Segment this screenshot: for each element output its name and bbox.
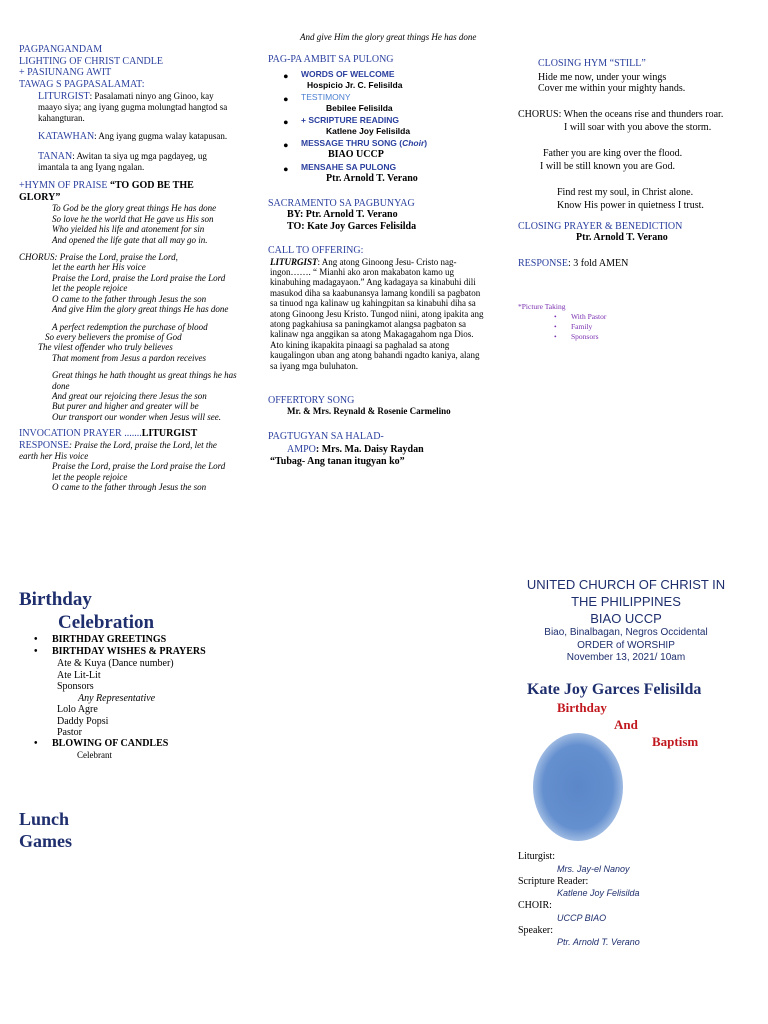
role-person: Mrs. Jay-el Nanoy bbox=[557, 863, 630, 874]
pagpangandam-heading: PAGPANGANDAM bbox=[19, 44, 103, 55]
song-line: I will soar with you above the storm. bbox=[564, 122, 712, 133]
church-name-line-2: THE PHILIPPINES bbox=[571, 594, 681, 609]
response-line: Praise the Lord, praise the Lord praise the Lord bbox=[52, 461, 226, 472]
order-column-1 bbox=[19, 44, 237, 493]
pasiunang-heading: + PASIUNANG AWIT bbox=[19, 67, 112, 78]
church-name-line-1: UNITED CHURCH OF CHRIST IN bbox=[526, 577, 726, 592]
list-item bbox=[268, 138, 488, 161]
wisher: Sponsors bbox=[57, 681, 94, 692]
verse-line: The vilest offender who truly believes bbox=[38, 342, 173, 353]
list-item bbox=[268, 115, 488, 137]
role-label: CHOIR: bbox=[518, 900, 552, 911]
song-line: Know His power in quietness I trust. bbox=[557, 200, 704, 211]
closing-response bbox=[518, 258, 748, 270]
tubag-line: “Tubag- Ang tanan itugyan ko” bbox=[270, 455, 405, 467]
liturgist-call bbox=[19, 91, 237, 123]
verse-line: Who yielded his life and atonement for sin bbox=[52, 224, 205, 235]
tanan-response bbox=[19, 151, 237, 173]
liturgist-label: LITURGIST bbox=[38, 91, 90, 102]
liturgist-text: : Pasalamati ninyo ang Ginoo, kay maayo siya; ang iyang gugma molungtad hangtod sa kahangturan. bbox=[38, 91, 228, 123]
church-address: Biao, Binalbagan, Negros Occidental bbox=[544, 627, 708, 638]
verse-line: But purer and higher and greater will be bbox=[52, 401, 199, 412]
chorus-line: Praise the Lord, praise the Lord praise the Lord bbox=[52, 272, 226, 283]
closing-response-label: RESPONSE bbox=[518, 257, 569, 269]
closing-prayer-by: Ptr. Arnold T. Verano bbox=[576, 232, 668, 243]
celebrant-label: Celebrant bbox=[77, 750, 112, 760]
tanan-text: : Awitan ta siya ug mga pagdayeg, ug imantala ta ang Iyang ngalan. bbox=[38, 150, 207, 173]
candles-list bbox=[19, 738, 239, 750]
pagtugyan-heading: PAGTUGYAN SA HALAD- bbox=[268, 430, 384, 442]
picture-taking-list bbox=[518, 312, 748, 342]
wishers-list bbox=[57, 658, 174, 739]
verse-line: So love he the world that He gave us His son bbox=[52, 213, 214, 224]
scripture-label: • + SCRIPTURE READING bbox=[301, 114, 399, 125]
welcome-person: Hospicio Jr. C. Felisilda bbox=[307, 79, 403, 90]
invocation-label: INVOCATION PRAYER ....... bbox=[19, 428, 142, 440]
list-item bbox=[19, 738, 239, 750]
verse-line: To God be the glory great things He has done bbox=[52, 203, 217, 214]
closing-hymn-heading: CLOSING HYM “STILL” bbox=[538, 58, 646, 69]
chorus-line: O came to the father through Jesus the son bbox=[52, 293, 207, 304]
closing-response-text: : 3 fold AMEN bbox=[568, 257, 629, 269]
list-item bbox=[518, 332, 748, 342]
picture-item: Sponsors bbox=[571, 332, 599, 341]
hymn-chorus bbox=[19, 252, 237, 314]
response-text: : Praise the Lord, praise the Lord, let the earth her His voice bbox=[19, 439, 217, 462]
greetings-label: BIRTHDAY GREETINGS bbox=[52, 634, 167, 645]
role-label: Liturgist: bbox=[518, 851, 556, 862]
testimony-label: • TESTIMONY bbox=[301, 91, 351, 102]
song-line: I will be still known you are God. bbox=[540, 161, 675, 172]
closing-prayer-heading: CLOSING PRAYER & BENEDICTION bbox=[518, 220, 683, 232]
verse-line: Our transport our wonder when Jesus will see. bbox=[52, 411, 222, 422]
service-date: November 13, 2021/ 10am bbox=[566, 652, 686, 663]
call-to-offering-heading: CALL TO OFFERING: bbox=[268, 245, 364, 256]
message-song-end: ) bbox=[424, 137, 428, 148]
verse-line: That moment from Jesus a pardon receives bbox=[52, 352, 206, 363]
song-line: Find rest my soul, in Christ alone. bbox=[557, 186, 694, 198]
testimony-person: Bebilee Felisilda bbox=[326, 102, 393, 113]
cover-birthday: Birthday bbox=[557, 700, 607, 715]
birthday-program-list bbox=[19, 634, 239, 657]
chorus-line: And give Him the glory great things He has done bbox=[52, 304, 229, 315]
call-liturgist: LITURGIST bbox=[270, 256, 318, 267]
role-person: UCCP BIAO bbox=[557, 912, 607, 923]
hymn-title: “TO GOD BE THE GLORY” bbox=[19, 180, 194, 203]
wisher: Pastor bbox=[57, 727, 82, 738]
wishes-label: BIRTHDAY WISHES & PRAYERS bbox=[52, 645, 206, 657]
picture-item: Family bbox=[571, 322, 593, 331]
list-item bbox=[268, 162, 488, 185]
mensahe-label: • MENSAHE SA PULONG bbox=[301, 161, 397, 172]
cover-baptism: Baptism bbox=[652, 734, 699, 749]
katawhan-response bbox=[19, 131, 237, 142]
katawhan-label: KATAWHAN bbox=[38, 131, 95, 143]
wisher: Any Representative bbox=[78, 692, 156, 704]
invocation-prayer bbox=[19, 428, 237, 440]
sacramento-to: TO: Kate Joy Garces Felisilda bbox=[287, 220, 417, 232]
cover-header bbox=[518, 576, 734, 665]
verse-line: And opened the life gate that all may go in. bbox=[52, 234, 208, 245]
chorus-line: CHORUS: Praise the Lord, praise the Lord, bbox=[19, 252, 178, 263]
invocation-who: LITURGIST bbox=[141, 428, 198, 440]
song-line: Hide me now, under your wings bbox=[538, 71, 667, 83]
verse-line: So every believers the promise of God bbox=[45, 331, 182, 342]
response-line: O came to the father through Jesus the son bbox=[52, 482, 207, 493]
wisher: Ate Lit-Lit bbox=[57, 669, 101, 681]
list-item bbox=[268, 92, 488, 114]
order-column-3 bbox=[518, 58, 748, 342]
hymn-label: +HYMN OF PRAISE bbox=[19, 180, 108, 192]
invocation-response-rest bbox=[19, 461, 237, 492]
order-column-2 bbox=[268, 54, 488, 467]
sacramento-by: BY: Ptr. Arnold T. Verano bbox=[287, 209, 398, 220]
list-item bbox=[19, 646, 239, 658]
verse-line: Great things he hath thought us great things he has done bbox=[52, 370, 237, 391]
top-hymn-line: And give Him the glory great things He has done bbox=[300, 32, 477, 42]
role-label: Scripture Reader: bbox=[518, 875, 589, 887]
welcome-label: • WORDS OF WELCOME bbox=[301, 68, 395, 79]
message-song-label bbox=[301, 138, 488, 149]
picture-taking-heading: *Picture Taking bbox=[518, 302, 566, 311]
choir-text: Choir bbox=[402, 137, 425, 148]
call-to-offering-text bbox=[268, 257, 488, 371]
baby-photo-oval bbox=[533, 733, 623, 841]
picture-item: With Pastor bbox=[571, 312, 607, 321]
message-song-text: MESSAGE THRU SONG ( bbox=[301, 137, 403, 148]
invocation-response bbox=[19, 440, 237, 462]
wisher: Lolo Agre bbox=[57, 704, 98, 715]
song-line: Cover me within your mighty hands. bbox=[538, 83, 686, 94]
lunch-title: Lunch bbox=[19, 809, 70, 829]
role-person: Katlene Joy Felisilda bbox=[557, 888, 640, 898]
cover-and: And bbox=[614, 717, 638, 732]
response-line: let the people rejoice bbox=[52, 471, 128, 482]
order-of-worship: ORDER of WORSHIP bbox=[577, 639, 675, 651]
list-item bbox=[518, 322, 748, 332]
celebrant-name: Kate Joy Garces Felisilda bbox=[527, 681, 702, 698]
verse-line: A perfect redemption the purchase of blood bbox=[52, 321, 208, 332]
pagpaambit-heading: PAG-PA AMBIT SA PULONG bbox=[268, 54, 394, 65]
offertory-heading: OFFERTORY SONG bbox=[268, 394, 355, 406]
scripture-person: Katlene Joy Felisilda bbox=[326, 125, 411, 136]
wisher: Daddy Popsi bbox=[57, 715, 109, 727]
mensahe-person: Ptr. Arnold T. Verano bbox=[326, 172, 418, 184]
katawhan-text: : Ang iyang gugma walay katapusan. bbox=[94, 131, 228, 142]
sacramento-heading: SACRAMENTO SA PAGBUNYAG bbox=[268, 197, 415, 209]
role-person: Ptr. Arnold T. Verano bbox=[557, 937, 640, 947]
call-body: : Ang atong Ginoong Jesu- Cristo nag-ingon……. “ Mianhi ako aron makabaton kamo ug kinabuhing madagayaon.” Ang kadagaya sa kinabuhi dili masukod diha sa kaabunansya lamang kondili sa pagbaton sa tinuod nga kalinaw ug kahingpitan sa kinabuhi diha sa atong Ginoong Jesu Kristo. Tungod niini, atong ipakita ang atong pagkahiusa sa paningkamot alangsa pagbaton sa kalinaw nga anggikan sa atong Makagagahom nga Dios. Ato kining ikapakita pinaagi sa paghalad sa atong kaugalingon uban ang atong bahandi ngadto kaniya, alang sa iyang mga buluhaton. bbox=[270, 256, 484, 371]
response-label: RESPONSE bbox=[19, 439, 70, 451]
candles-label: BLOWING OF CANDLES bbox=[52, 738, 169, 749]
chorus-line: let the earth her His voice bbox=[52, 262, 146, 273]
candle-heading: LIGHTING OF CHRIST CANDLE bbox=[19, 55, 163, 67]
ampo-by: : Mrs. Ma. Daisy Raydan bbox=[315, 444, 424, 456]
wisher: Ate & Kuya (Dance number) bbox=[57, 658, 174, 669]
cover-roles bbox=[518, 851, 738, 949]
hymn-of-praise bbox=[19, 180, 237, 203]
ampo-label: AMPO bbox=[287, 444, 316, 456]
tanan-label: TANAN bbox=[38, 150, 73, 162]
ampo-line bbox=[268, 444, 488, 456]
song-line: Father you are king over the flood. bbox=[543, 147, 683, 159]
tawag-heading: TAWAG S PAGPASALAMAT: bbox=[19, 78, 145, 90]
chorus-line: let the people rejoice bbox=[52, 283, 128, 294]
list-item bbox=[268, 69, 488, 91]
church-name-line-3: BIAO UCCP bbox=[590, 611, 662, 626]
offertory-by: Mr. & Mrs. Reynald & Rosenie Carmelino bbox=[287, 406, 451, 417]
hymn-verse-1 bbox=[19, 203, 237, 245]
message-song-person: BIAO UCCP bbox=[328, 148, 384, 160]
birthday-title: Birthday bbox=[19, 589, 92, 610]
games-title: Games bbox=[19, 831, 72, 851]
role-label: Speaker: bbox=[518, 924, 553, 936]
list-item bbox=[19, 634, 239, 646]
celebration-title: Celebration bbox=[58, 612, 155, 633]
verse-line: And great our rejoicing there Jesus the son bbox=[52, 390, 207, 401]
song-line: CHORUS: When the oceans rise and thunders roar. bbox=[518, 108, 724, 120]
pulong-list bbox=[268, 69, 488, 185]
list-item bbox=[518, 312, 748, 322]
hymn-verse-3 bbox=[19, 370, 237, 422]
hymn-verse-2 bbox=[19, 322, 237, 364]
